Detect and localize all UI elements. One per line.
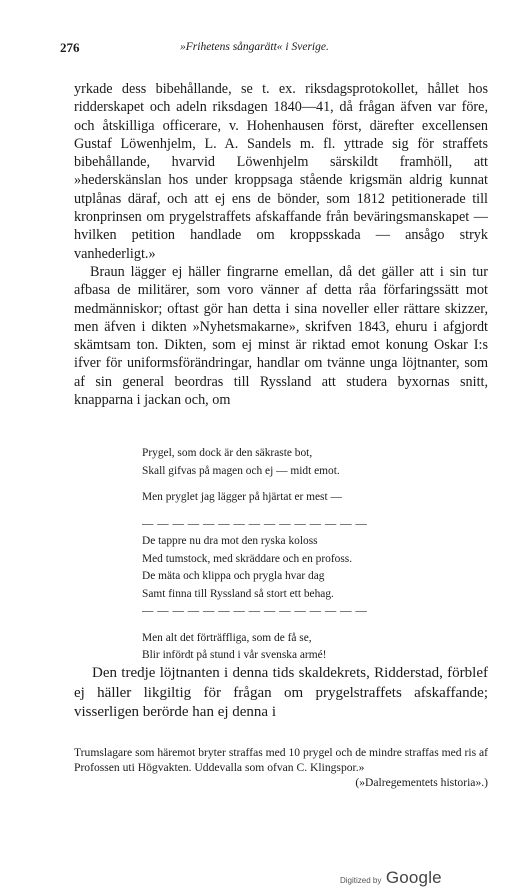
- paragraph-ridderstad: [74, 664, 488, 723]
- poem-line: Med tumstock, med skräddare och en profoss.: [142, 552, 353, 565]
- running-title: »Frihetens sångarätt« i Sverige.: [180, 41, 329, 53]
- poem-ellipsis-dashes: — — — — — — — — — — — — — — —: [142, 517, 368, 530]
- body-text: [74, 80, 488, 409]
- poem-line: De mäta och klippa och prygla hvar dag: [142, 570, 325, 582]
- poem-line: Samt finna till Ryssland så stort ett behag.: [142, 587, 334, 600]
- footnote: [74, 745, 488, 790]
- paragraph-braun: Braun lägger ej häller fingrarne emellan, då det gäller att i sin tur afbasa de militärer, som voro vänner af detta råa förfaringssätt mot medmänniskor; oftast gör han detta i sina noveller eller rättare skizzer, men äfven i dikten »Nyhetsmakarne», skrifven 1843, ehuru i afgjordt skämtsam ton. Dikten, som ej minst är riktad emot konung Oskar I:s ifver för uniformsförändringar, handlar om tvänne unga löjtnanter, som af sin general beordras till Ryssland att studera byxornas snitt, knapparna i jackan och, om: [74, 263, 488, 409]
- page-number: 276: [60, 40, 80, 55]
- poem-line: De tappre nu dra mot den ryska koloss: [142, 535, 318, 547]
- poem-ellipsis-dashes: — — — — — — — — — — — — — — —: [142, 605, 368, 617]
- poem-line: Men pryglet jag lägger på hjärtat er mest —: [142, 491, 342, 503]
- google-logo: Google: [385, 868, 442, 887]
- footnote-text: Trumslagare som häremot bryter straffas med 10 prygel och de mindre straffas med ris af Profossen uti Högvakten. Uddevalla som ofvan C. Klingspor.»: [74, 746, 488, 774]
- page-header: [60, 40, 460, 60]
- paragraph-continued: yrkade dess bibehållande, se t. ex. riksdagsprotokollet, hållet hos ridderskapet och adeln riksdagen 1840—41, då frågan äfven var före, och åtskilliga officerare, v. Hohenhausen först, därefter excellensen Gustaf Löwenhjelm, L. A. Sandels m. fl. yttrade sig för straffets bibehållande, hvarvid Löwenhjelm särskildt framhöll, att »hederskänslan hos under kroppsaga stående krigsmän aldrig kunnat utplånas däraf, och att ej ens de bönder, som 1812 petitionerade till kronprinsen om prygelstraffets afskaffande från beväringsmanskapet — hvilken petition handlade om kroppsskada — ansågo stryk vanhederligt.»: [74, 81, 488, 262]
- footnote-source: (»Dalregementets historia».): [355, 776, 488, 789]
- poem-line: Skall gifvas på magen och ej — midt emot.: [142, 464, 340, 477]
- poem-line: Prygel, som dock är den säkraste bot,: [142, 447, 313, 459]
- digitized-watermark: [340, 868, 442, 888]
- poem-line: Men alt det förträffliga, som de få se,: [142, 631, 312, 644]
- poem-excerpt: [142, 445, 472, 665]
- poem-line: Blir infördt på stund i vår svenska armé!: [142, 649, 327, 661]
- paragraph-ridderstad-text: Den tredje löjtnanten i denna tids skaldekrets, Ridderstad, förblef ej häller likgiltig för frågan om prygelstraffets afskaffande; visserligen berörde han ej denna i: [74, 665, 488, 721]
- watermark-prefix: Digitized by: [340, 876, 382, 885]
